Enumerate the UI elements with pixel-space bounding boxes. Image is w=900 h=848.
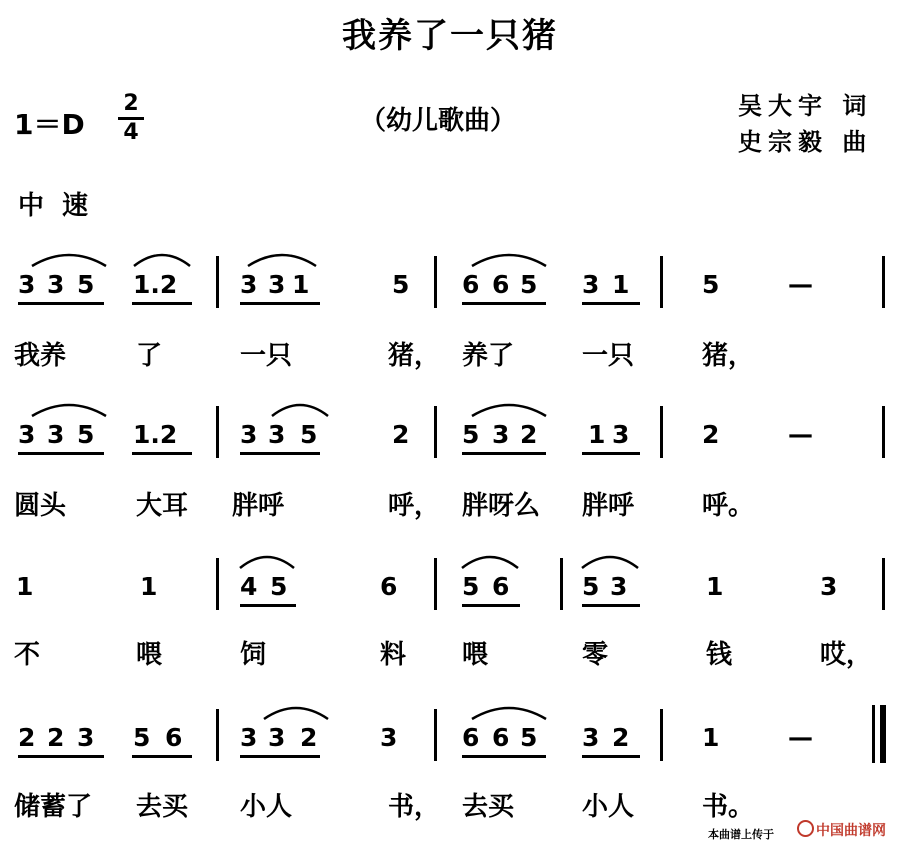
bar-line [660, 256, 663, 308]
note: 5 [77, 420, 95, 449]
bar-line [434, 558, 437, 610]
note: — [788, 723, 813, 752]
lyric-syllable: 了 [136, 341, 163, 371]
bar-line [434, 406, 437, 458]
lyric-syllable: 饲 [240, 640, 267, 670]
note: 1 [16, 572, 34, 601]
note: 6 [492, 572, 510, 601]
page-title: 我养了一只猪 [342, 16, 558, 56]
note: 3 [610, 572, 628, 601]
lyric-syllable: 不 [14, 640, 41, 670]
note: 1 [292, 270, 310, 299]
note: 3 [268, 723, 286, 752]
beam-underline [132, 302, 192, 305]
subtitle: （幼儿歌曲） [360, 106, 517, 136]
note: 2 [612, 723, 630, 752]
bar-line [882, 256, 885, 308]
lyric-syllable: 钱 [706, 640, 733, 670]
note: 6 [462, 270, 480, 299]
slur-arc [246, 250, 318, 268]
note: 6 [462, 723, 480, 752]
lyric-syllable: 一只 [240, 341, 293, 371]
lyric-syllable: 我养 [14, 341, 67, 371]
slur-arc [580, 552, 640, 570]
beam-underline [462, 302, 546, 305]
beam-underline [582, 452, 640, 455]
note: — [788, 420, 813, 449]
slur-arc [470, 250, 548, 268]
note: 5 [270, 572, 288, 601]
tempo-marking: 中速 [18, 191, 107, 221]
note: 1.2 [133, 420, 178, 449]
bar-line [216, 709, 219, 761]
slur-arc [470, 400, 548, 418]
note: 2 [392, 420, 410, 449]
slur-arc [132, 250, 192, 268]
note: 5 [133, 723, 151, 752]
note: 5 [520, 270, 538, 299]
note: 3 [77, 723, 95, 752]
note: 5 [300, 420, 318, 449]
composer-credit: 史宗毅 曲 [738, 128, 873, 156]
bar-line [660, 709, 663, 761]
note: 6 [165, 723, 183, 752]
note: 1 [612, 270, 630, 299]
bar-line [560, 558, 563, 610]
note: 3 [18, 420, 36, 449]
note: 4 [240, 572, 258, 601]
note: 5 [392, 270, 410, 299]
beam-underline [582, 755, 640, 758]
note: 3 [492, 420, 510, 449]
note: 2 [520, 420, 538, 449]
note: 1 [706, 572, 724, 601]
note: 1 [140, 572, 158, 601]
note: 3 [47, 270, 65, 299]
note: 2 [300, 723, 318, 752]
note: 6 [492, 723, 510, 752]
note: 3 [820, 572, 838, 601]
lyric-syllable: 胖呼 [582, 491, 635, 521]
beam-underline [240, 604, 296, 607]
lyricist-credit: 吴大宇 词 [738, 92, 873, 120]
beam-underline [240, 755, 320, 758]
beam-underline [18, 302, 104, 305]
note: 1 [588, 420, 606, 449]
lyric-syllable: 储蓄了 [14, 792, 93, 822]
time-signature [118, 92, 144, 145]
beam-underline [18, 452, 104, 455]
beam-underline [240, 452, 320, 455]
lyric-syllable: 胖呀么 [462, 491, 541, 521]
beam-underline [582, 302, 640, 305]
lyric-syllable: 圆头 [14, 491, 67, 521]
lyric-syllable: 喂 [136, 640, 163, 670]
note: — [788, 270, 813, 299]
lyric-syllable: 去买 [136, 792, 189, 822]
lyric-syllable: 喂 [462, 640, 489, 670]
note: 3 [240, 723, 258, 752]
bar-line [216, 406, 219, 458]
note: 6 [380, 572, 398, 601]
slur-arc [270, 400, 330, 418]
slur-arc [470, 703, 548, 721]
lyric-syllable: 零 [582, 640, 609, 670]
time-signature-bottom: 4 [123, 120, 139, 145]
note: 3 [268, 270, 286, 299]
bar-line [216, 558, 219, 610]
lyric-syllable: 养了 [462, 341, 515, 371]
slur-arc [30, 250, 108, 268]
beam-underline [132, 755, 192, 758]
note: 1 [702, 723, 720, 752]
bar-line [882, 406, 885, 458]
lyric-syllable: 猪， [388, 341, 441, 371]
site-logo [797, 820, 886, 840]
note: 3 [582, 723, 600, 752]
lyric-syllable: 呼， [388, 491, 441, 521]
bar-line [434, 256, 437, 308]
lyric-syllable: 书。 [702, 792, 755, 822]
note: 3 [268, 420, 286, 449]
note: 2 [18, 723, 36, 752]
lyric-syllable: 胖呼 [232, 491, 285, 521]
bar-line [660, 406, 663, 458]
lyric-syllable: 呼。 [702, 491, 755, 521]
note: 5 [702, 270, 720, 299]
beam-underline [240, 302, 320, 305]
note: 5 [462, 572, 480, 601]
beam-underline [582, 604, 640, 607]
note: 3 [240, 270, 258, 299]
slur-arc [262, 703, 330, 721]
note: 1.2 [133, 270, 178, 299]
lyric-syllable: 一只 [582, 341, 635, 371]
beam-underline [462, 604, 520, 607]
lyric-syllable: 猪， [702, 341, 755, 371]
beam-underline [462, 755, 546, 758]
beam-underline [132, 452, 192, 455]
note: 3 [47, 420, 65, 449]
lyric-syllable: 小人 [240, 792, 293, 822]
lyric-syllable: 书， [388, 792, 441, 822]
site-name: 中国曲谱网 [816, 823, 886, 839]
note: 6 [492, 270, 510, 299]
final-thick-bar [880, 705, 886, 763]
note: 3 [18, 270, 36, 299]
note: 3 [582, 270, 600, 299]
note: 3 [240, 420, 258, 449]
note: 5 [77, 270, 95, 299]
slur-arc [238, 552, 296, 570]
note: 2 [47, 723, 65, 752]
site-logo-icon [797, 820, 814, 837]
note: 3 [612, 420, 630, 449]
upload-note: 本曲谱上传于 [708, 828, 774, 841]
note: 5 [462, 420, 480, 449]
note: 5 [520, 723, 538, 752]
lyric-syllable: 大耳 [136, 491, 189, 521]
beam-underline [462, 452, 546, 455]
note: 2 [702, 420, 720, 449]
note: 3 [380, 723, 398, 752]
slur-arc [460, 552, 520, 570]
bar-line [216, 256, 219, 308]
final-thin-bar [872, 705, 875, 763]
bar-line [882, 558, 885, 610]
lyric-syllable: 小人 [582, 792, 635, 822]
lyric-syllable: 料 [380, 640, 407, 670]
lyric-syllable: 哎， [820, 640, 873, 670]
beam-underline [18, 755, 104, 758]
note: 5 [582, 572, 600, 601]
slur-arc [30, 400, 108, 418]
key-signature: 1＝D [14, 108, 85, 141]
bar-line [434, 709, 437, 761]
lyric-syllable: 去买 [462, 792, 515, 822]
time-signature-top: 2 [123, 91, 139, 116]
